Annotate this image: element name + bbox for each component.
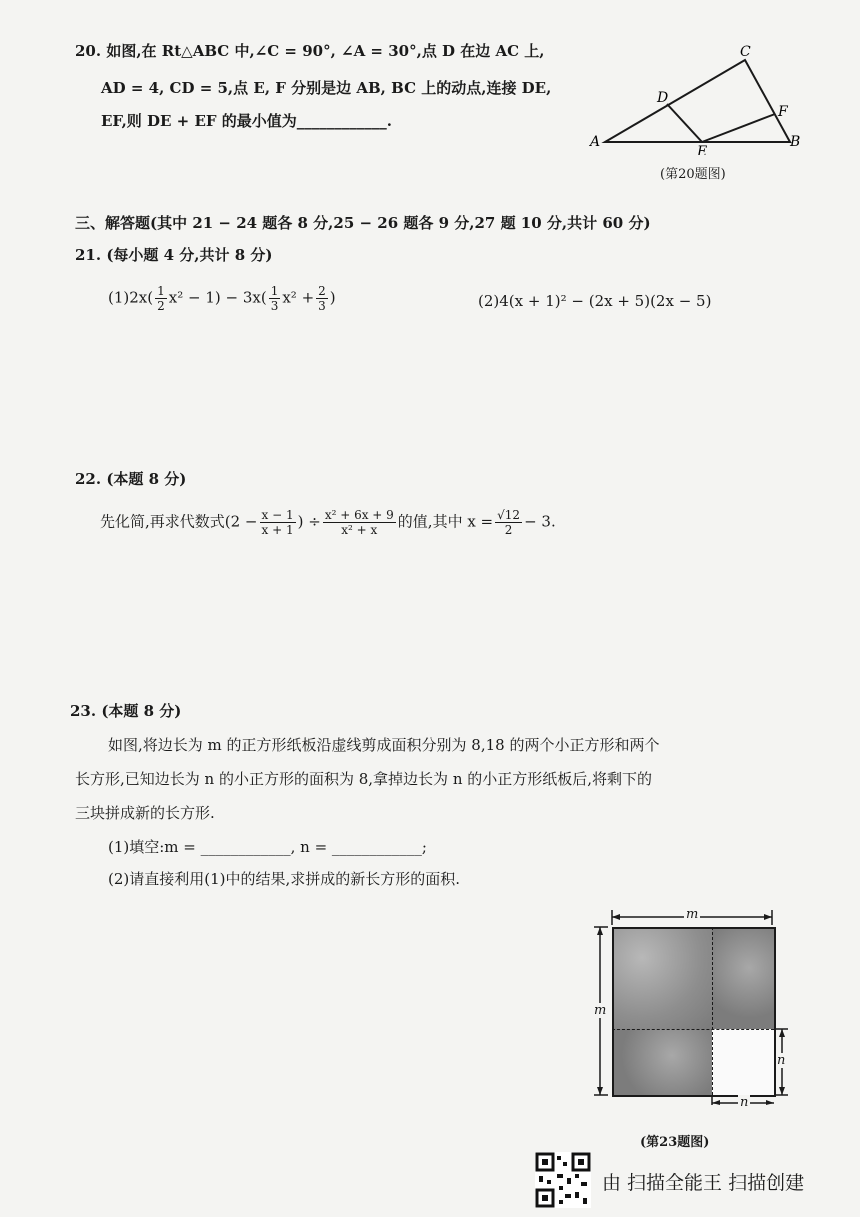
q21-part1	[108, 284, 336, 313]
segment-ef	[702, 114, 775, 142]
q21-p1-mid: x² − 1) − 3x(	[168, 288, 267, 307]
frac-num: 2	[318, 284, 326, 298]
q20-line3-text: EF,则 DE + EF 的最小值为	[101, 112, 297, 130]
frac-den: x + 1	[261, 523, 294, 537]
frac-num: 1	[157, 284, 165, 298]
section3-title: 三、解答题(其中 21 − 24 题各 8 分,25 − 26 题各 9 分,27 题 10 分,共计 60 分)	[75, 214, 651, 232]
frac-num: x − 1	[261, 508, 294, 522]
label-n-right: n	[777, 1053, 786, 1068]
q22-expression	[100, 508, 556, 537]
q22-text-mid: 的值,其中 x =	[397, 512, 494, 531]
q22-text-end: − 3.	[524, 512, 556, 531]
label-b: B	[790, 134, 801, 150]
q20-triangle-figure	[585, 40, 815, 155]
frac-den: 2	[504, 523, 513, 537]
q22-frac1	[260, 508, 296, 537]
q23-part2: (2)请直接利用(1)中的结果,求拼成的新长方形的面积.	[108, 870, 461, 888]
outer-border	[612, 927, 776, 1097]
segment-de	[667, 104, 702, 142]
label-a: A	[590, 134, 601, 150]
q23-title: 23. (本题 8 分)	[70, 702, 182, 720]
q22-frac3	[495, 508, 522, 537]
q20-line1: 20. 如图,在 Rt△ABC 中,∠C = 90°, ∠A = 30°,点 D 在边 AC 上,	[75, 42, 545, 60]
frac-num: x² + 6x + 9	[324, 508, 394, 522]
q21-p1-frac3	[316, 284, 328, 313]
q21-p1-end: )	[329, 288, 336, 307]
q23-square-figure	[590, 905, 790, 1110]
q23-para2: 长方形,已知边长为 n 的小正方形的面积为 8,拿掉边长为 n 的小正方形纸板后,将剩下的	[75, 770, 653, 788]
q22-div: ) ÷	[297, 512, 321, 531]
label-f: F	[778, 104, 788, 120]
q23-para1: 如图,将边长为 m 的正方形纸板沿虚线剪成面积分别为 8,18 的两个小正方形和两个	[108, 736, 660, 754]
label-d: D	[657, 90, 669, 106]
q20-line2: AD = 4, CD = 5,点 E, F 分别是边 AB, BC 上的动点,连接 DE,	[101, 79, 552, 97]
frac-num: 1	[270, 284, 279, 298]
frac-den: 2	[157, 299, 165, 313]
cut-line-vertical	[712, 927, 713, 1095]
label-m-top: m	[686, 907, 699, 922]
q21-title: 21. (每小题 4 分,共计 8 分)	[75, 246, 273, 264]
cut-line-horizontal	[612, 1029, 774, 1030]
q21-p1-frac2	[269, 284, 281, 313]
q23-part1: (1)填空:m = ____________, n = ____________;	[108, 838, 427, 856]
qr-code-icon	[535, 1152, 591, 1208]
triangle-abc	[605, 60, 790, 142]
q20-figure-caption: (第20题图)	[660, 167, 726, 182]
q20-line3	[101, 110, 392, 132]
footer-watermark-text: 由 扫描全能王 扫描创建	[602, 1172, 805, 1194]
label-e: E	[697, 144, 708, 155]
label-c: C	[740, 44, 751, 60]
q22-text-pre: 先化简,再求代数式(2 −	[100, 512, 258, 531]
frac-den: 3	[270, 299, 279, 313]
q21-p1-frac1	[155, 284, 167, 313]
label-m-left: m	[594, 1003, 607, 1018]
frac-den: 3	[318, 299, 326, 313]
label-n-bottom: n	[740, 1095, 749, 1110]
q23-para3: 三块拼成新的长方形.	[75, 804, 215, 822]
q22-title: 22. (本题 8 分)	[75, 470, 187, 488]
q22-frac2	[323, 508, 396, 537]
frac-den: x² + x	[341, 523, 378, 537]
frac-num: √12	[497, 508, 521, 522]
q21-part2: (2)4(x + 1)² − (2x + 5)(2x − 5)	[478, 292, 712, 310]
q21-p1-mid2: x² +	[282, 288, 315, 307]
q20-answer-blank: ____________.	[296, 112, 393, 130]
q23-figure-caption: (第23题图)	[640, 1135, 710, 1150]
q21-p1-pre: (1)2x(	[108, 288, 154, 307]
